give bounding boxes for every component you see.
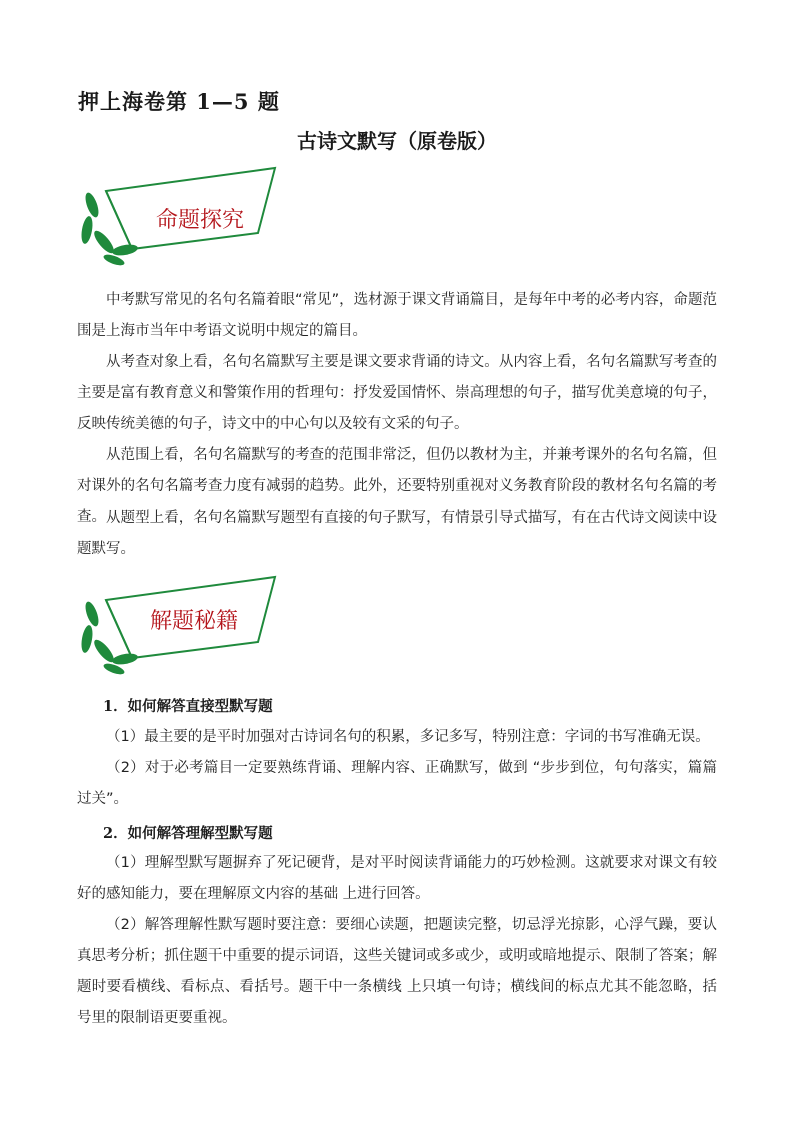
subheading-understanding: 2．如何解答理解型默写题 — [103, 825, 273, 842]
banner-label-mingti: 命题探究 — [156, 208, 245, 233]
direct-item-1: （1）最主要的是平时加强对古诗词名句的积累，多记多写，特别注意：字词的书写准确无误。 — [106, 729, 710, 745]
understanding-item-1: （1）理解型默写题摒弃了死记硬背，是对平时阅读背诵能力的巧妙检测。这就要求对课文有较好的感知能力，要在理解原文内容的基础 上进行回答。 — [77, 855, 717, 902]
intro-paragraph-4: 从题型上看，名句名篇默写题型有直接的句子默写，有情景引导式描写，有在古代诗文阅读中设题默写。 — [77, 510, 717, 557]
direct-item-2: （2）对于必考篇目一定要熟练背诵、理解内容、正确默写，做到 “步步到位，句句落实，篇篇过关”。 — [77, 760, 717, 807]
intro-paragraph-3: 从范围上看，名句名篇默写的考查的范围非常泛，但仍以教材为主，并兼考课外的名句名篇，但对课外的名句名篇考查力度有减弱的趋势。此外，还要特别重视对义务教育阶段的教材名句名篇的考查。 — [77, 447, 717, 525]
section-banner-mingti — [70, 163, 285, 273]
document-title — [0, 125, 794, 154]
understanding-item-2: （2）解答理解性默写题时要注意：要细心读题，把题读完整，切忌浮光掠影，心浮气躁，要认真思考分析；抓住题干中重要的提示词语，这些关键词或多或少，或明或暗地提示、限制了答案；解题时要看横线、看标点、看括号。题干中一条横线 上只填一句诗；横线间的标点尤其不能忽略，括号里的限制语更要重视。 — [77, 917, 717, 1026]
intro-paragraph-1: 中考默写常见的名句名篇着眼“常见”，选材源于课文背诵篇目，是每年中考的必考内容，命题范围是上海市当年中考语文说明中规定的篇目。 — [77, 292, 717, 339]
banner-label-jieti: 解题秘籍 — [150, 609, 239, 634]
subheading-direct: 1．如何解答直接型默写题 — [103, 698, 273, 715]
header-title: 押上海卷第 1—5 题 — [78, 89, 280, 114]
document-title-text: 古诗文默写（原卷版） — [297, 129, 497, 153]
intro-paragraph-2: 从考查对象上看，名句名篇默写主要是课文要求背诵的诗文。从内容上看，名句名篇默写考查的主要是富有教育意义和警策作用的哲理句：抒发爱国情怀、崇高理想的句子，描写优美意境的句子，反映传统美德的句子，诗文中的中心句以及较有文采的句子。 — [77, 354, 717, 432]
section-banner-jieti — [70, 572, 285, 682]
